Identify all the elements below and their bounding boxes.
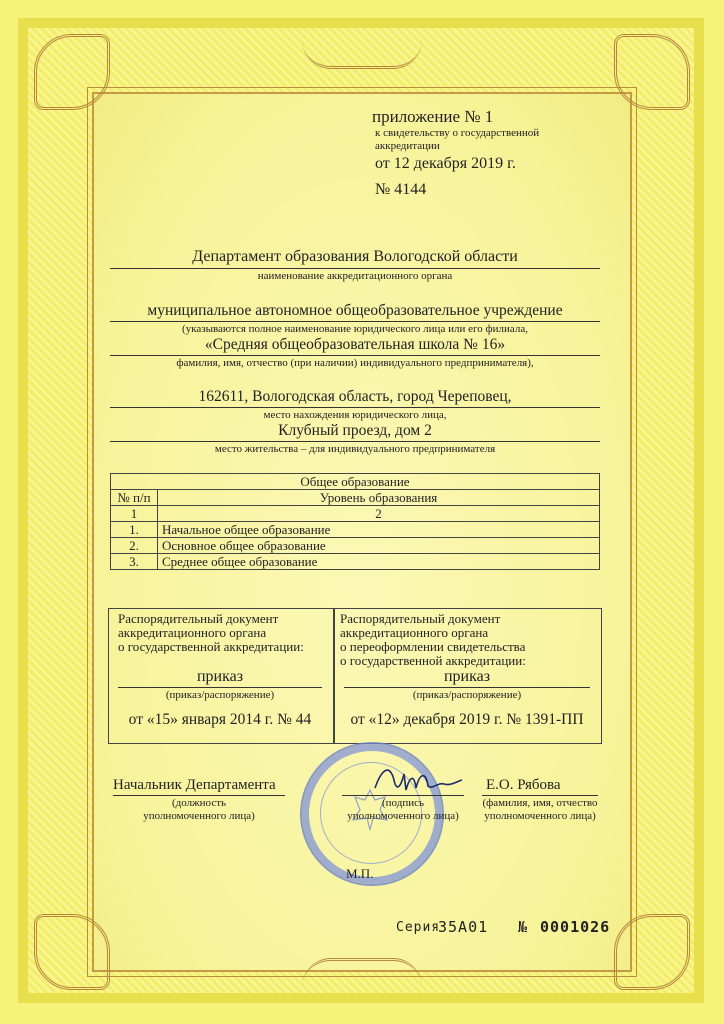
signature-caption-1: (подпись [381,797,424,809]
name-underline [482,795,598,796]
series-label: Серия [396,920,441,935]
row-number: 2. [111,538,158,554]
right-doc-type-caption: (приказ/распоряжение) [412,689,522,701]
organization-address-2: Клубный проезд, дом 2 [278,422,432,439]
signatory-name: Е.О. Рябова [486,777,561,793]
organization-name-underline [110,355,600,356]
table-row [111,554,600,570]
left-doc-date-number: от «15» января 2014 г. № 44 [128,711,312,728]
corner-ornament-top-right [614,34,690,110]
table-row [111,522,600,538]
right-doc-type-underline [344,687,590,688]
organization-type: муниципальное автономное общеобразовательное учреждение [147,302,563,319]
address-2-underline [110,441,600,442]
organization-name: «Средняя общеобразовательная школа № 16» [204,336,506,353]
name-caption-2: уполномоченного лица) [484,810,596,822]
table-title-row [111,474,600,490]
row-number: 1. [111,522,158,538]
organization-caption-3: место нахождения юридического лица, [263,409,447,421]
signatory-position: Начальник Департамента [113,777,276,793]
right-doc-line-2: аккредитационного органа [340,625,489,640]
authority-caption: наименование аккредитационного органа [257,270,453,282]
top-ornament [302,40,422,69]
appendix-subtitle-line1: к свидетельству о государственной [375,127,540,139]
table-column-numbers-row [111,506,600,522]
organization-caption-2: фамилия, имя, отчество (при наличии) индивидуального предпринимателя), [176,357,534,369]
corner-ornament-bottom-right [614,914,690,990]
appendix-number: № 4144 [375,181,427,198]
right-doc-date-number: от «12» декабря 2019 г. № 1391-ПП [350,711,584,728]
handwritten-signature [370,760,465,800]
appendix-date: от 12 декабря 2019 г. [375,155,516,172]
row-number: 3. [111,554,158,570]
left-doc-line-3: о государственной аккредитации: [118,639,304,654]
education-levels-table [110,473,600,570]
left-doc-type: приказ [196,668,244,685]
column-header-level: Уровень образования [158,490,600,506]
left-doc-type-underline [118,687,322,688]
right-doc-type: приказ [443,668,491,685]
signature-caption-2: уполномоченного лица) [347,810,459,822]
position-underline [113,795,285,796]
serial-number-label: № [518,918,529,936]
appendix-title: приложение № 1 [372,107,494,126]
corner-ornament-top-left [34,34,110,110]
position-caption-2: уполномоченного лица) [143,810,255,822]
table-title: Общее образование [111,474,600,490]
organization-address-1: 162611, Вологодская область, город Череповец, [198,388,512,405]
organization-type-underline [110,321,600,322]
column-number-1: 1 [111,506,158,522]
authority-name: Департамент образования Вологодской области [192,248,518,265]
row-level: Основное общее образование [158,538,600,554]
corner-ornament-bottom-left [34,914,110,990]
authority-underline [110,268,600,269]
right-doc-line-3: о переоформлении свидетельства [340,639,526,654]
column-number-2: 2 [158,506,600,522]
row-level: Среднее общее образование [158,554,600,570]
name-caption-1: (фамилия, имя, отчество [482,797,598,809]
position-caption-1: (должность [171,797,227,809]
column-header-number: № п/п [111,490,158,506]
table-header-row [111,490,600,506]
serial-number: 0001026 [540,918,611,936]
right-doc-line-1: Распорядительный документ [340,611,501,626]
seal-place-label: М.П. [346,866,374,881]
table-row [111,538,600,554]
address-1-underline [110,407,600,408]
left-doc-type-caption: (приказ/распоряжение) [165,689,275,701]
appendix-subtitle-line2: аккредитации [375,140,440,152]
bottom-ornament [302,958,422,987]
left-doc-line-1: Распорядительный документ [118,611,279,626]
organization-caption-4: место жительства – для индивидуального предпринимателя [214,443,496,455]
organization-caption-1: (указываются полное наименование юридического лица или его филиала, [182,323,528,335]
row-level: Начальное общее образование [158,522,600,538]
signature-underline [342,795,464,796]
right-doc-line-4: о государственной аккредитации: [340,653,526,668]
series-value: 35А01 [438,918,489,936]
left-doc-line-2: аккредитационного органа [118,625,267,640]
